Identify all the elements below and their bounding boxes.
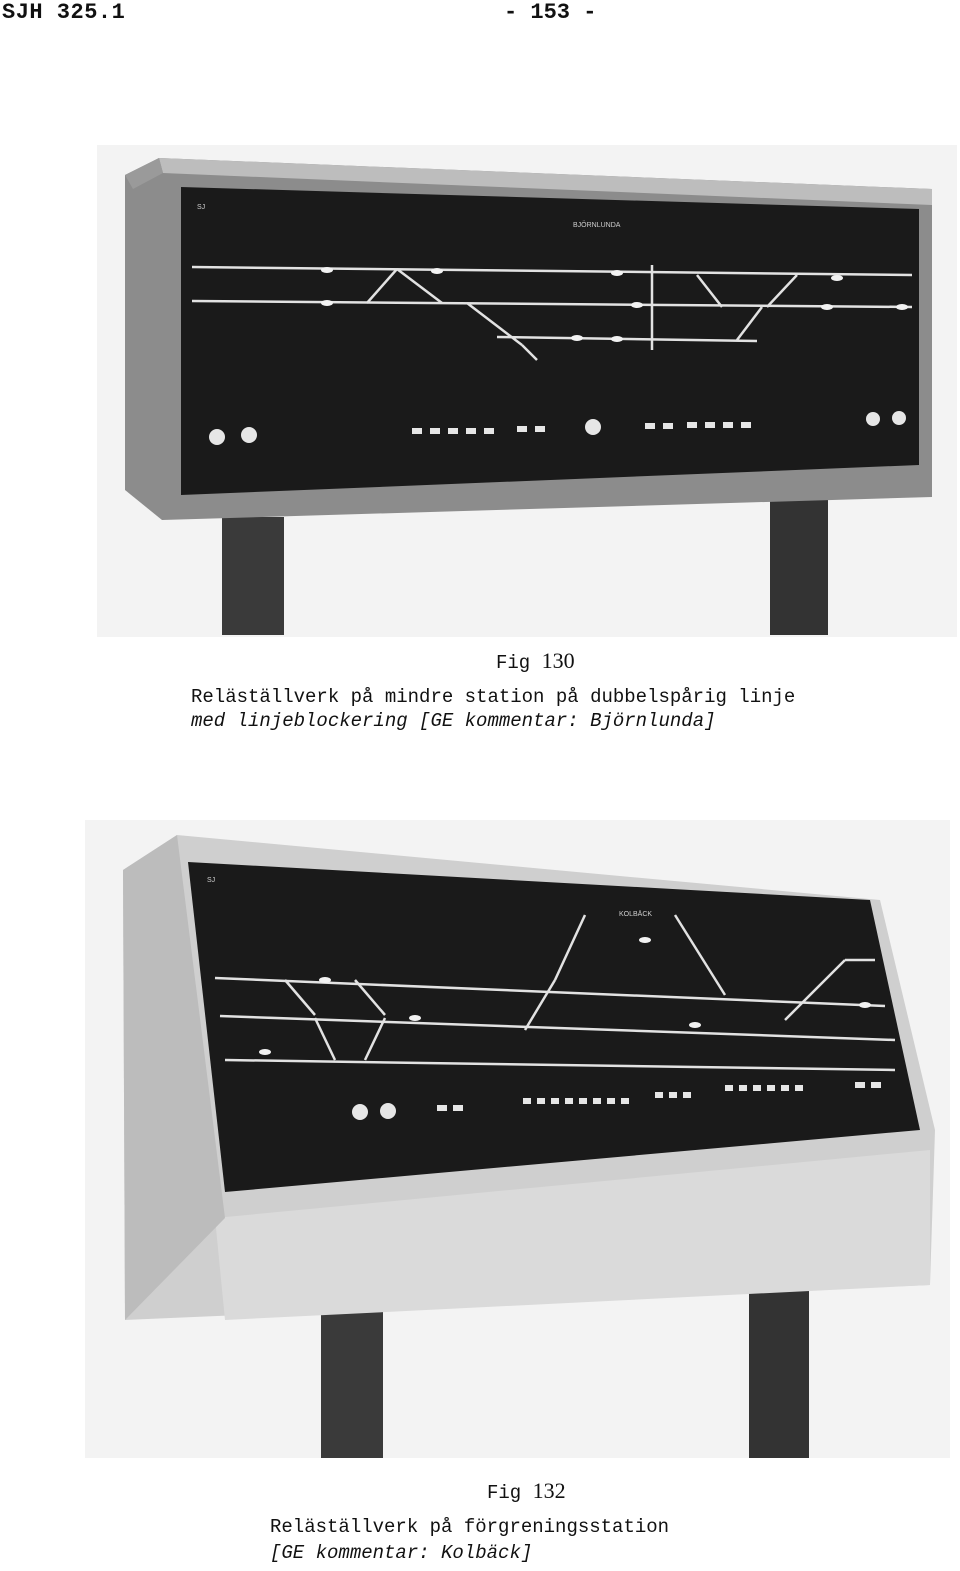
panel-illustration-2 bbox=[85, 820, 950, 1458]
fig-132-caption-line1: Reläställverk på förgreningsstation bbox=[270, 1516, 670, 1538]
fig-130-caption-prefix: med linjeblockering bbox=[191, 710, 420, 732]
photo-kolback-panel bbox=[85, 820, 950, 1458]
fig-130-word: Fig bbox=[496, 652, 531, 674]
panel-illustration-1 bbox=[97, 145, 957, 637]
fig-130-caption-comment: [GE kommentar: Björnlunda] bbox=[419, 710, 716, 732]
panel-station-label-1: BJÖRNLUNDA bbox=[573, 222, 621, 229]
panel-logo-1: SJ bbox=[197, 204, 206, 211]
fig-132-caption-line2: [GE kommentar: Kolbäck] bbox=[270, 1542, 533, 1564]
panel-logo-2: SJ bbox=[207, 877, 216, 884]
fig-130-label bbox=[496, 648, 575, 674]
photo-bjornlunda-panel bbox=[97, 145, 957, 637]
fig-132-number: 132 bbox=[532, 1478, 566, 1503]
fig-132-word: Fig bbox=[487, 1482, 522, 1504]
fig-132-label bbox=[487, 1478, 566, 1504]
fig-130-number: 130 bbox=[541, 648, 575, 673]
fig-130-caption-line2 bbox=[191, 710, 716, 732]
document-code: SJH 325.1 bbox=[2, 0, 126, 25]
page-number: - 153 - bbox=[504, 0, 597, 25]
fig-130-caption-line1: Reläställverk på mindre station på dubbelspårig linje bbox=[191, 686, 796, 708]
panel-station-label-2: KOLBÄCK bbox=[619, 911, 653, 918]
